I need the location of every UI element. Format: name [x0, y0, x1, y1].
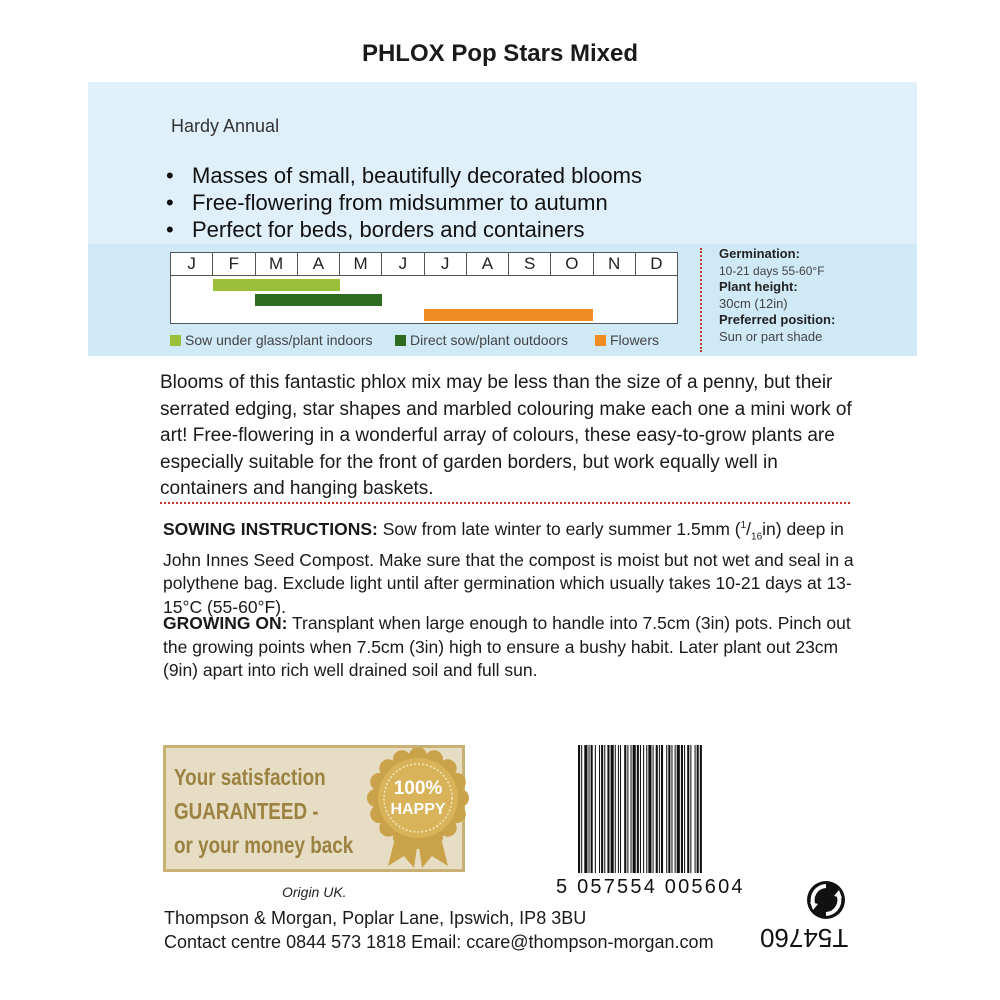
height-value: 30cm (12in): [719, 295, 788, 311]
calendar-months: [171, 253, 677, 276]
sowing-instructions: SOWING INSTRUCTIONS: Sow from late winter to early summer 1.5mm $(^1/_{16}in)$ deep in John Innes Seed Compost. Make sure that the compost is moist but not wet and seal in a polythene bag. Exclude light until after germination which usually takes 10-21 days at 13-15°C (55-60°F).: [163, 518, 854, 617]
growing-on: GROWING ON: Transplant when large enough to handle into 7.5cm (3in) pots. Pinch out the growing points when 7.5cm (3in) high to ensure a bushy habit. Later plant out 23cm (9in) apart into rich well drained soil and full sun.: [163, 613, 851, 680]
product-code: T54760: [760, 923, 849, 953]
calendar-month: J: [187, 254, 196, 273]
description: Blooms of this fantastic phlox mix may be less than the size of a penny, but their serrated edging, star shapes and marbled colouring make each one a mini work of art! Free-flowering in a wonderful array of colours, these easy-to-grow plants are especially suitable for the front of garden borders, but work equally well in containers and hanging baskets.: [160, 372, 852, 499]
position-value: Sun or part shade: [719, 328, 823, 344]
calendar-month: M: [339, 253, 381, 275]
section-divider: [160, 502, 850, 504]
calendar-month: O: [550, 253, 592, 275]
germination-label: Germination:: [719, 246, 800, 261]
rosette-seal-icon: [366, 748, 470, 868]
green-dot-recycle-icon: [806, 880, 846, 920]
legend-item-flowers: Flowers: [595, 332, 659, 348]
calendar-month: N: [593, 253, 635, 275]
address-line: Thompson & Morgan, Poplar Lane, Ipswich, IP8 3BU: [164, 908, 587, 928]
calendar-month: A: [297, 253, 339, 275]
feature-item: • Perfect for beds, borders and containers: [166, 217, 585, 242]
origin: Origin UK.: [282, 884, 347, 900]
plant-type: Hardy Annual: [171, 116, 280, 136]
legend-item-sow-indoors: Sow under glass/plant indoors: [170, 332, 373, 348]
calendar-month: D: [635, 253, 677, 275]
calendar-month: F: [212, 253, 254, 275]
calendar-month: S: [508, 253, 550, 275]
legend-swatch: [170, 335, 181, 346]
barcode: [560, 745, 780, 885]
calendar-month: A: [466, 253, 508, 275]
company-contact: [164, 906, 714, 954]
legend-swatch: [395, 335, 406, 346]
sowing-calendar: [170, 252, 678, 324]
legend-item-direct-sow: Direct sow/plant outdoors: [395, 332, 568, 348]
info-divider: [700, 248, 702, 352]
calendar-month: M: [255, 253, 297, 275]
feature-item: • Masses of small, beautifully decorated blooms: [166, 163, 642, 188]
calendar-month: J: [424, 253, 466, 275]
feature-list: [166, 162, 642, 243]
contact-line: Contact centre 0844 573 1818 Email: ccare@thompson-morgan.com: [164, 932, 714, 952]
calendar-bar: [213, 279, 340, 291]
growing-info: [719, 246, 835, 345]
barcode-number: 5 057554 005604: [556, 876, 745, 898]
guarantee-text: Your satisfaction GUARANTEED - or your money back: [174, 764, 354, 858]
calendar-bar: [424, 309, 593, 321]
legend-swatch: [595, 335, 606, 346]
calendar-bar: [255, 294, 382, 306]
fraction: $^1/_{16}$: [740, 518, 763, 543]
seal-percent: 100%: [393, 778, 443, 799]
height-label: Plant height:: [719, 279, 798, 294]
position-label: Preferred position:: [719, 312, 836, 327]
page-title: PHLOX Pop Stars Mixed: [361, 40, 639, 67]
feature-item: • Free-flowering from midsummer to autumn: [166, 190, 608, 215]
seal-happy: HAPPY: [390, 801, 446, 818]
guarantee-badge: [163, 745, 465, 872]
germination-value: 10-21 days 55-60°F: [719, 263, 825, 278]
calendar-month: J: [381, 253, 423, 275]
